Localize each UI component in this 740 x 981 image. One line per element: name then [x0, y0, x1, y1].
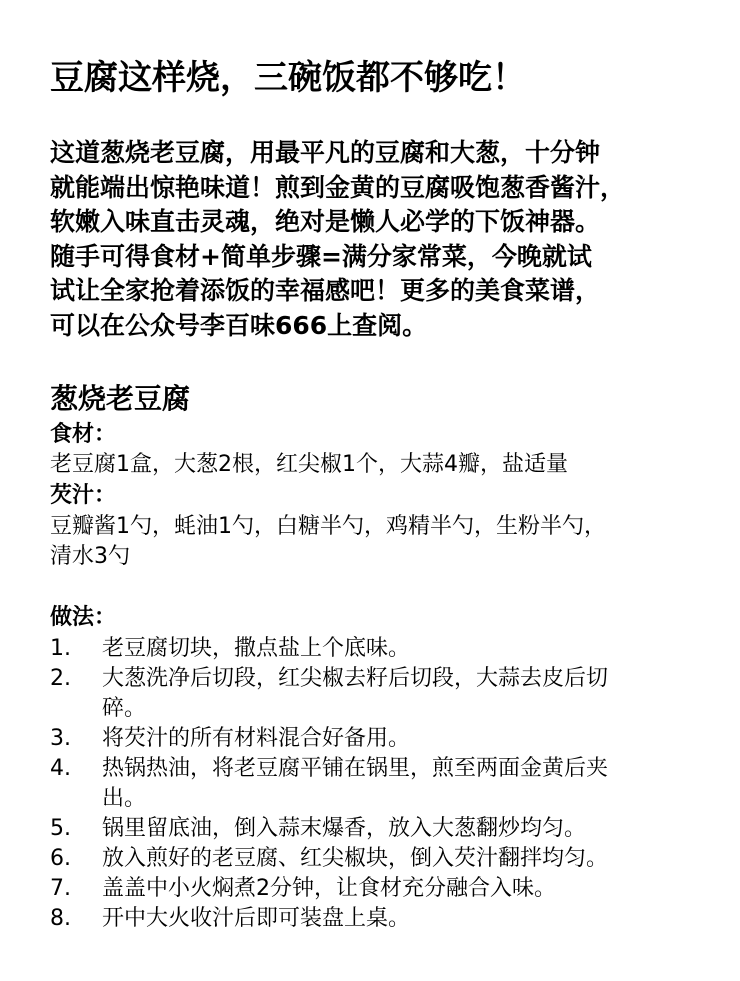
ingredients-label: 食材： — [50, 422, 117, 447]
intro-line: 软嫩入味直击灵魂，绝对是懒人必学的下饭神器。 — [50, 207, 601, 237]
step-number: 4. — [50, 756, 71, 781]
step-text: 热锅热油，将老豆腐平铺在锅里，煎至两面金黄后夹 — [102, 756, 609, 781]
step-number: 1. — [50, 636, 71, 661]
intro-line: 试让全家抢着添饭的幸福感吧！更多的美食菜谱， — [50, 276, 601, 306]
intro-paragraph — [50, 136, 720, 344]
intro-line: 这道葱烧老豆腐，用最平凡的豆腐和大葱，十分钟 — [50, 138, 601, 167]
step-text: 盖盖中小火焖煮2分钟，让食材充分融合入味。 — [102, 876, 556, 901]
step-item — [50, 874, 690, 904]
step-text: 老豆腐切块，撒点盐上个底味。 — [102, 636, 411, 661]
step-item — [50, 904, 690, 934]
ingredients-text: 老豆腐1盒，大葱2根，红尖椒1个，大蒜4瓣，盐适量 — [50, 452, 568, 477]
step-item — [50, 754, 690, 814]
step-text: 碎。 — [102, 696, 147, 721]
step-number: 6. — [50, 846, 71, 871]
step-item — [50, 634, 690, 664]
intro-line: 随手可得食材+简单步骤=满分家常菜，今晚就试 — [50, 241, 592, 271]
page-title: 豆腐这样烧，三碗饭都不够吃！ — [50, 58, 526, 98]
step-number: 2. — [50, 666, 71, 691]
step-number: 3. — [50, 726, 71, 751]
step-item — [50, 844, 690, 874]
intro-line: 就能端出惊艳味道！煎到金黄的豆腐吸饱葱香酱汁， — [50, 172, 626, 202]
step-item — [50, 664, 690, 724]
sauce-label: 芡汁： — [50, 483, 117, 508]
recipe-name: 葱烧老豆腐 — [50, 382, 191, 415]
step-text: 出。 — [102, 786, 147, 811]
intro-line: 可以在公众号李百味666上查阅。 — [50, 310, 428, 340]
step-item — [50, 814, 690, 844]
step-text: 锅里留底油，倒入蒜末爆香，放入大葱翻炒均匀。 — [102, 816, 587, 841]
sauce-text-line: 清水3勺 — [50, 544, 130, 569]
step-number: 8. — [50, 906, 71, 931]
step-text: 开中大火收汁后即可装盘上桌。 — [102, 906, 411, 931]
step-text: 将芡汁的所有材料混合好备用。 — [102, 726, 411, 751]
step-number: 7. — [50, 876, 71, 901]
method-steps-list — [50, 634, 690, 934]
step-number: 5. — [50, 816, 71, 841]
step-item — [50, 724, 690, 754]
step-text: 大葱洗净后切段，红尖椒去籽后切段，大蒜去皮后切 — [102, 666, 609, 691]
method-label: 做法： — [50, 605, 117, 630]
step-text: 放入煎好的老豆腐、红尖椒块，倒入芡汁翻拌均匀。 — [102, 846, 609, 871]
sauce-text-line: 豆瓣酱1勺，蚝油1勺，白糖半勺，鸡精半勺，生粉半勺， — [50, 514, 606, 539]
